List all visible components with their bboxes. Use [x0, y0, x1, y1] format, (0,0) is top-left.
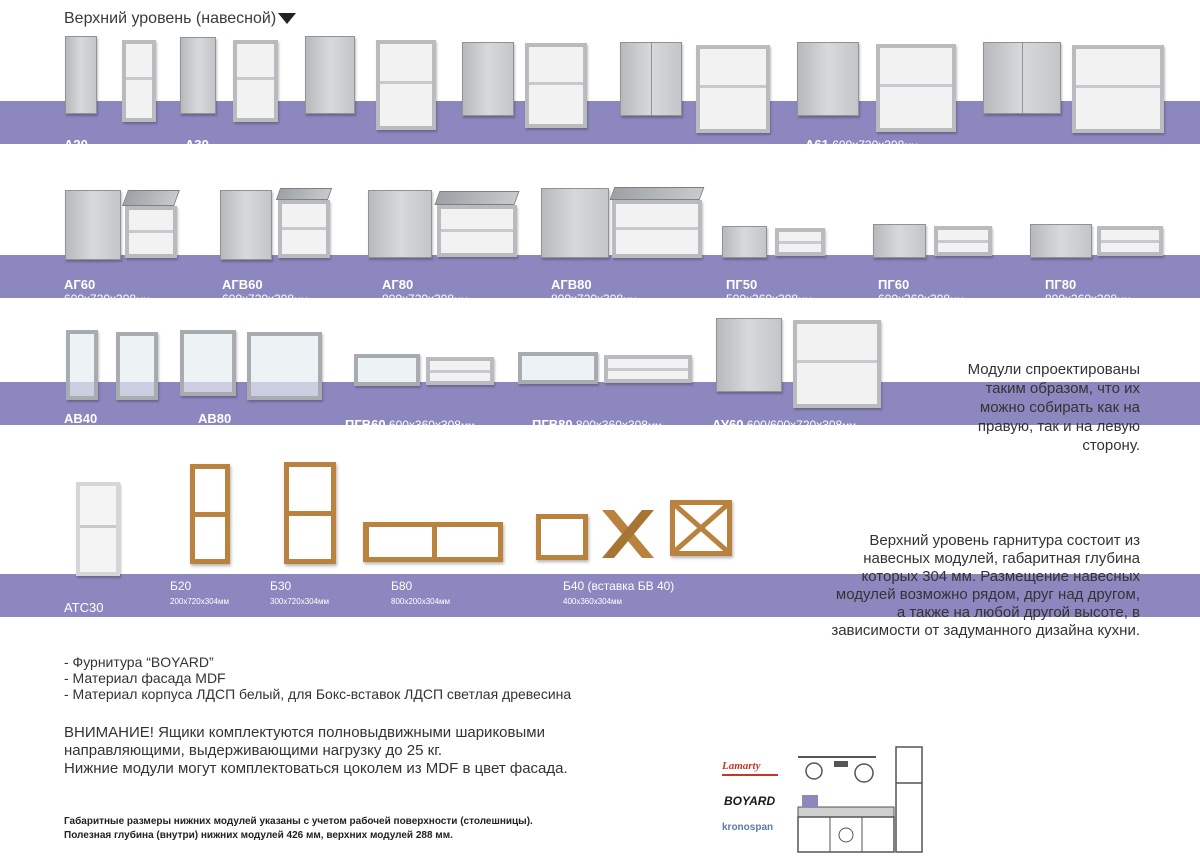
cabinet-ag60-closed [65, 190, 121, 260]
kitchen-sketch-icon [796, 745, 926, 855]
warning-line: направляющими, выдерживающими нагрузку до 25 кг. [64, 742, 443, 759]
cabinet-av40-open [116, 332, 158, 400]
label-agv60: АГВ60 600x720x308мм [222, 277, 308, 306]
cabinet-ag80-open [437, 205, 517, 257]
lamarty-logo-text: Lamarty [722, 760, 761, 772]
label-av40: АВ40 400x720x308мм [64, 411, 150, 440]
label-a50: А50 500x720x308мм [460, 143, 574, 158]
footer-note [64, 815, 533, 843]
upper-level-description [831, 532, 1140, 640]
description-line: которых 304 мм. Размещение навесных [861, 568, 1140, 585]
cabinet-av80-closed [180, 330, 236, 396]
cabinet-agv80-lift-door [610, 187, 705, 200]
cabinet-agv80-closed [541, 188, 609, 258]
label-ats30: АТС30 300x720x308мм [64, 600, 150, 629]
label-ag60: АГ60 600x720x308мм [64, 277, 150, 306]
description-line: зависимости от задуманного дизайна кухни. [831, 622, 1140, 639]
decor-shape [802, 795, 818, 807]
label-a40: А40 400x720x308мм [303, 145, 417, 160]
box-b30 [284, 462, 336, 564]
materials-item: - Материал корпуса ЛДСП белый, для Бокс-вставок ЛДСП светлая древесина [64, 686, 572, 702]
cabinet-agv60-closed [220, 190, 272, 260]
lamarty-logo-underline [722, 774, 778, 776]
cabinet-a50-closed [462, 42, 514, 116]
insert-bv40-cross [598, 506, 658, 562]
lamarty-logo [722, 760, 761, 772]
label-pgv60: ПГВ60 600x360x308мм [345, 417, 475, 432]
kronospan-logo [722, 822, 773, 833]
label-av80: АВ80 800x720x308мм [198, 411, 284, 440]
cabinet-a30-open [233, 40, 278, 122]
label-pgv80: ПГВ80 800x360x308мм [532, 417, 662, 432]
label-b80: Б80 800x200x304мм [391, 579, 451, 606]
cabinet-ats30 [76, 482, 120, 576]
cabinet-ag80-closed [368, 190, 432, 258]
box-b40 [536, 514, 588, 560]
cabinet-a80-open [1072, 45, 1164, 133]
cabinet-a20-closed [65, 36, 97, 114]
warning-line: Нижние модули могут комплектоваться цоколем из MDF в цвет фасада. [64, 760, 568, 777]
description-line: а также на любой другой высоте, в [896, 604, 1140, 621]
label-a80: А80 800x720x308мм [1000, 143, 1114, 158]
footer-line: Габаритные размеры нижних модулей указаны с учетом рабочей поверхности (столешницы). [64, 816, 533, 827]
cabinet-agv60-open [278, 200, 330, 258]
label-b40: Б40 (вставка БВ 40) 400x360x304мм [563, 579, 675, 606]
modules-design-note [968, 360, 1140, 455]
cabinet-a61-closed [797, 42, 859, 116]
label-agv80: АГВ80 800x720x308мм [551, 277, 637, 306]
description-line: модулей возможно рядом, друг над другом, [835, 586, 1140, 603]
boyard-logo [724, 794, 775, 808]
label-pg50: ПГ50 500x360x308мм [726, 277, 812, 306]
label-pg80: ПГ80 800x360x308мм [1045, 277, 1131, 306]
materials-item: - Фурнитура “BOYARD” [64, 654, 214, 670]
design-note-line: правую, так и на левую [977, 418, 1140, 435]
utensil-shape [834, 761, 848, 767]
description-line: навесных модулей, габаритная глубина [863, 550, 1140, 567]
base-cabinets-shape [798, 817, 894, 852]
box-b80-divider [432, 522, 437, 562]
design-note-line: Модули спроектированы [967, 361, 1140, 378]
description-line: Верхний уровень гарнитура состоит из [869, 532, 1140, 549]
cabinet-a61-open [876, 44, 956, 132]
design-note-line: сторону. [1082, 437, 1140, 454]
cabinet-a40-closed [305, 36, 355, 114]
label-a60: А60 600x720x308мм [618, 143, 732, 158]
label-a30: А30 300x720x308мм [185, 137, 271, 166]
cabinet-a60-open [696, 45, 770, 133]
cabinet-pg80-closed [1030, 224, 1092, 258]
label-au60: АУ60 600/600x720x308мм [712, 417, 856, 432]
triangle-down-icon [278, 13, 296, 24]
cabinet-ag60-open [125, 206, 177, 258]
section-title-text: Верхний уровень (навесной) [64, 10, 277, 27]
box-b40-insert [675, 505, 727, 551]
cabinet-pg60-closed [873, 224, 926, 258]
warning-notice [64, 724, 568, 778]
cabinet-pgv80-open [604, 355, 692, 383]
cabinet-pgv60-open [426, 357, 494, 385]
cabinet-pgv60-closed [354, 354, 420, 386]
label-b20: Б20 200x720x304мм [170, 579, 230, 606]
cabinet-pg50-open [775, 228, 825, 256]
materials-list [64, 654, 571, 702]
boyard-logo-text: BOYARD [724, 794, 776, 808]
cabinet-pg80-open [1097, 226, 1163, 256]
cabinet-agv80-open [612, 200, 702, 258]
section-title [64, 10, 296, 28]
cabinet-ag60-lift-door [122, 190, 180, 206]
cabinet-au60-open [793, 320, 881, 408]
cabinet-pg60-open [934, 226, 992, 256]
label-ag80: АГ80 800x720x308мм [382, 277, 468, 306]
cabinet-a60-closed [620, 42, 682, 116]
cabinet-a80-closed [983, 42, 1061, 114]
label-a61: А61 600x720x308мм (А60 корпус+АП60 фасад) [805, 137, 919, 167]
cabinet-pgv80-closed [518, 352, 598, 384]
cabinet-a50-open [525, 43, 587, 128]
warning-line: ВНИМАНИЕ! Ящики комплектуются полновыдвижными шариковыми [64, 724, 545, 741]
pan-shape [855, 764, 873, 782]
cabinet-av40-closed [66, 330, 98, 400]
footer-line: Полезная глубина (внутри) нижних модулей 426 мм, верхних модулей 288 мм. [64, 830, 453, 841]
label-a20: А20 200x720x308мм [64, 137, 150, 166]
oven-shape [839, 828, 853, 842]
countertop-shape [798, 807, 894, 817]
kronospan-logo-text: kronospan [722, 822, 774, 833]
box-b20 [190, 464, 230, 564]
cabinet-a20-open [122, 40, 156, 122]
label-b30: Б30 300x720x304мм [270, 579, 330, 606]
cabinet-a30-closed [180, 37, 216, 114]
cabinet-pg50-closed [722, 226, 767, 258]
cabinet-av80-open [247, 332, 322, 400]
pan-shape [806, 763, 822, 779]
cabinet-ag80-lift-door [434, 191, 519, 205]
materials-item: - Материал фасада MDF [64, 670, 226, 686]
cabinet-agv60-lift-door [276, 188, 332, 200]
fridge-shape [896, 747, 922, 852]
design-note-line: таким образом, что их [985, 380, 1140, 397]
design-note-line: можно собирать как на [979, 399, 1140, 416]
cabinet-au60-closed [716, 318, 782, 392]
label-pg60: ПГ60 600x360x308мм [878, 277, 964, 306]
cabinet-a40-open [376, 40, 436, 130]
